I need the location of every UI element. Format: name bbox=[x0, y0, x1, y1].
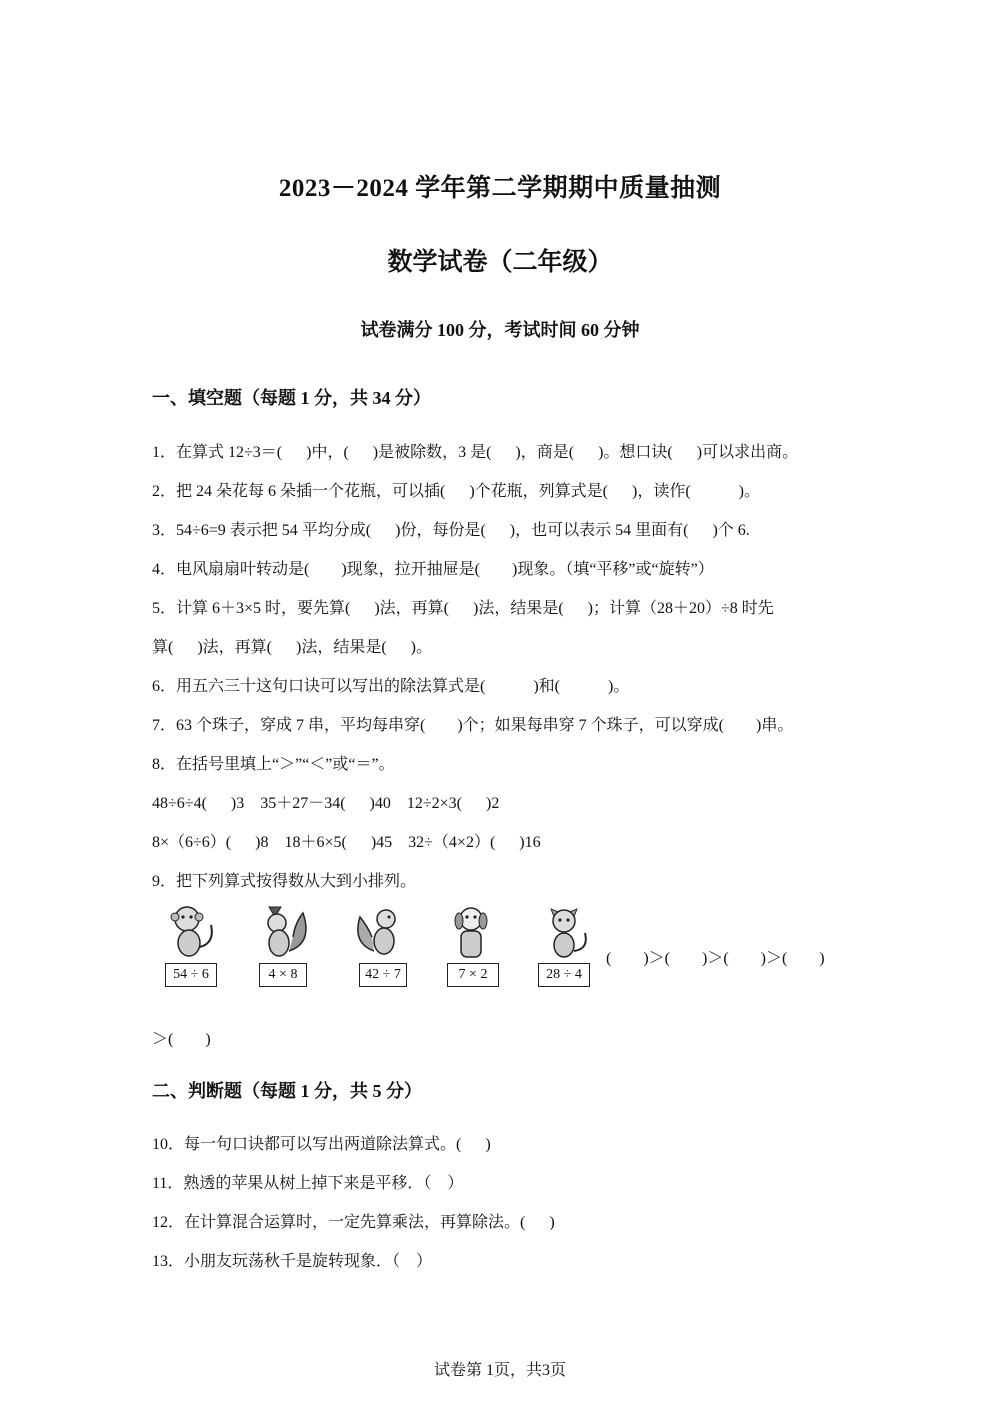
question-13: 13．小朋友玩荡秋千是旋转现象．（ ） bbox=[152, 1253, 433, 1270]
question-2: 2．把 24 朵花每 6 朵插一个花瓶，可以插( )个花瓶，列算式是( )，读作( )。 bbox=[152, 483, 760, 500]
expression-card: 28 ÷ 4 bbox=[538, 963, 590, 987]
kitten-icon bbox=[537, 903, 597, 961]
question-8: 8．在括号里填上“＞”“＜”或“＝”。 bbox=[152, 756, 395, 773]
question-4: 4．电风扇扇叶转动是( )现象，拉开抽屉是( )现象。（填“平移”或“旋转”） bbox=[152, 561, 714, 578]
question-1: 1．在算式 12÷3＝( )中，( )是被除数，3 是( )，商是( )。想口诀( )可以求出商。 bbox=[152, 444, 799, 461]
puppy-icon bbox=[443, 903, 503, 961]
expression-card: 54 ÷ 6 bbox=[165, 963, 217, 987]
question-8-row-2: 8×（6÷6）( )8 18＋6×5( )45 32÷（4×2）( )16 bbox=[152, 834, 541, 851]
exam-note: 试卷满分 100 分，考试时间 60 分钟 bbox=[360, 320, 640, 340]
expression-card: 7 × 2 bbox=[447, 963, 499, 987]
monkey-icon bbox=[165, 903, 225, 961]
question-9-answer-order: ( )＞( )＞( )＞( ) bbox=[606, 950, 825, 967]
question-5-continued: 算( )法，再算( )法，结果是( )。 bbox=[152, 639, 432, 656]
exam-subtitle: 数学试卷（二年级） bbox=[387, 249, 613, 276]
expression-card: 42 ÷ 7 bbox=[359, 963, 407, 987]
page-footer: 试卷第 1页，共3页 bbox=[433, 1362, 566, 1379]
question-12: 12．在计算混合运算时，一定先算乘法，再算除法。( ) bbox=[152, 1214, 555, 1231]
question-8-row-1: 48÷6÷4( )3 35＋27－34( )40 12÷2×3( )2 bbox=[152, 795, 500, 812]
section-fill-in-heading: 一、填空题（每题 1 分，共 34 分） bbox=[152, 388, 431, 408]
question-6: 6．用五六三十这句口诀可以写出的除法算式是( )和( )。 bbox=[152, 678, 630, 695]
section-true-false-heading: 二、判断题（每题 1 分，共 5 分） bbox=[152, 1081, 422, 1101]
question-9-answer-tail: ＞( ) bbox=[152, 1031, 211, 1048]
expression-card: 4 × 8 bbox=[259, 963, 307, 987]
exam-title: 2023－2024 学年第二学期期中质量抽测 bbox=[278, 175, 722, 202]
question-7: 7．63 个珠子，穿成 7 串，平均每串穿( )个；如果每串穿 7 个珠子，可以穿成( )串。 bbox=[152, 717, 794, 734]
question-10: 10．每一句口诀都可以写出两道除法算式。( ) bbox=[152, 1136, 491, 1153]
question-3: 3．54÷6=9 表示把 54 平均分成( )份，每份是( )，也可以表示 54 里面有( )个 6. bbox=[152, 522, 750, 539]
question-11: 11．熟透的苹果从树上掉下来是平移．（ ） bbox=[152, 1175, 464, 1192]
question-9: 9．把下列算式按得数从大到小排列。 bbox=[152, 873, 417, 890]
question-5: 5．计算 6＋3×5 时，要先算( )法，再算( )法，结果是( )；计算（28＋20）÷8 时先 bbox=[152, 600, 774, 617]
squirrel-icon bbox=[350, 903, 410, 961]
squirrel-icon bbox=[257, 903, 317, 961]
